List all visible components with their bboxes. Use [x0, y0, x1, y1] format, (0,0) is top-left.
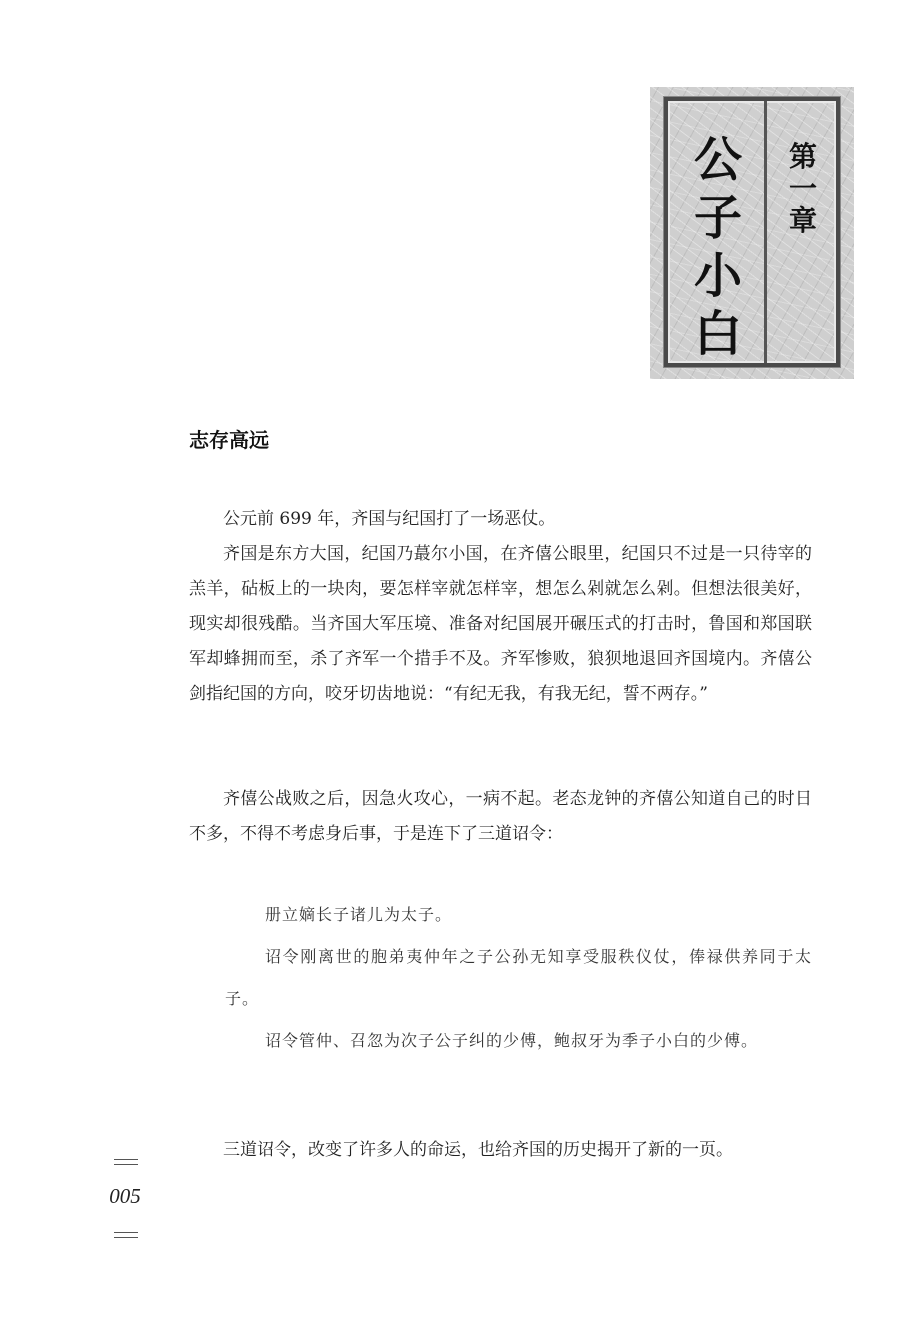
paragraph-text: 齐僖公战败之后，因急火攻心，一病不起。老态龙钟的齐僖公知道自己的时日不多，不得不考虑身后事，于是连下了三道诏令：: [189, 789, 812, 844]
paragraph-3: [189, 782, 812, 852]
edict-block: [225, 894, 812, 1062]
edict-item: 诏令刚离世的胞弟夷仲年之子公孙无知享受服秩仪仗，俸禄供养同于太子。: [225, 947, 812, 1008]
chapter-label: 第一章: [788, 140, 817, 237]
closing-paragraph: [189, 1133, 812, 1168]
paragraph-text: 三道诏令，改变了许多人的命运，也给齐国的历史揭开了新的一页。: [223, 1140, 733, 1160]
section-heading: 志存高远: [189, 428, 269, 452]
edict-item: 册立嫡长子诸儿为太子。: [265, 905, 453, 924]
page-number-rule-bottom: [114, 1232, 138, 1238]
paragraph-1: [189, 502, 812, 537]
chapter-title-box: [650, 87, 854, 379]
paragraph-text: 公元前 699 年，齐国与纪国打了一场恶仗。: [223, 509, 556, 529]
chapter-divider: [764, 101, 767, 363]
page-number-rule-top: [114, 1159, 138, 1165]
chapter-title: 公子小白: [693, 132, 742, 362]
chapter-title-frame: [664, 97, 840, 367]
paragraph-text: 齐国是东方大国，纪国乃蕞尔小国，在齐僖公眼里，纪国只不过是一只待宰的羔羊，砧板上的一块肉，要怎样宰就怎样宰，想怎么剁就怎么剁。但想法很美好，现实却很残酷。当齐国大军压境、准备对纪国展开碾压式的打击时，鲁国和郑国联军却蜂拥而至，杀了齐军一个措手不及。齐军惨败，狼狈地退回齐国境内。齐僖公剑指纪国的方向，咬牙切齿地说：“有纪无我，有我无纪，誓不两存。”: [189, 544, 812, 704]
edict-item: 诏令管仲、召忽为次子公子纠的少傅，鲍叔牙为季子小白的少傅。: [265, 1031, 759, 1050]
paragraph-2: [189, 537, 812, 712]
page-number: 005: [109, 1184, 141, 1208]
